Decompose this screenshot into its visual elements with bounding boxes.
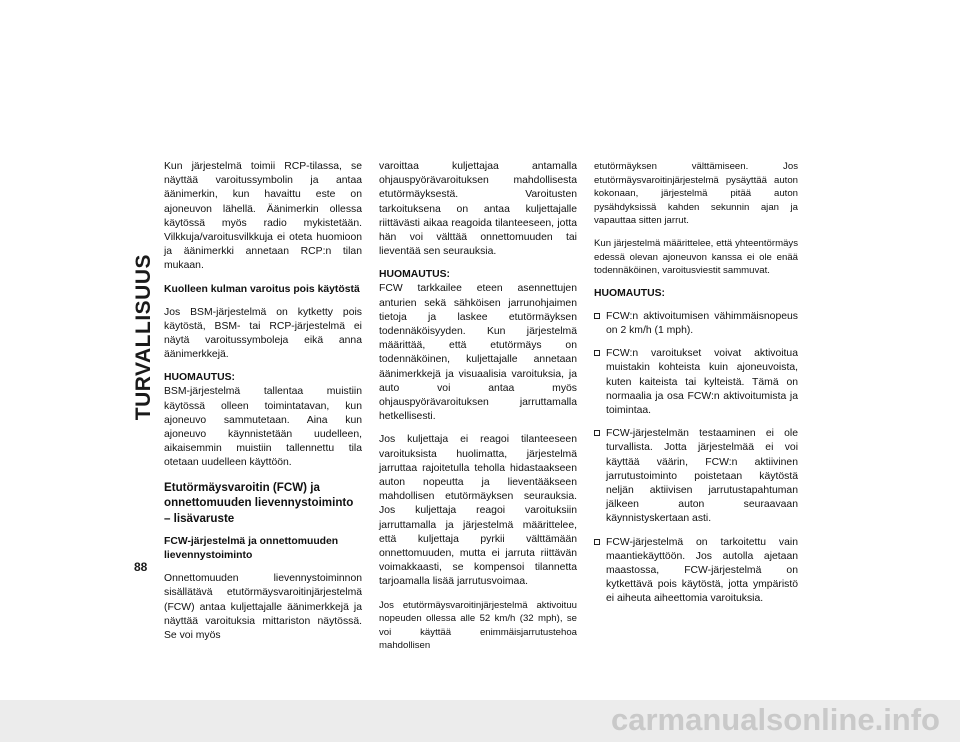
paragraph: Jos kuljettaja ei reagoi tilanteeseen varoituksista huolimatta, järjestelmä jarruttaa rajoitetulla teholla hidastaakseen auton nopeutta ja lieventääkseen mahdollisen etutörmäyksen seurauksia. Jos kuljettaja reagoi varoituksiin jarruttamalla ja järjestelmä määrittelee, että kuljettaja pyrkii välttämään onnettomuuden, mutta ei jarruta riittävän voimakkaasti, se kompensoi tilannetta tarjoamalla lisää jarrutusvoimaa. xyxy=(379,434,577,588)
list-item xyxy=(594,310,798,338)
paragraph: etutörmäyksen välttämiseen. Jos etutörmäysvaroitinjärjestelmä pysäyttää auton kokonaan, järjestelmä pitää auton pysähdyksissä kahden sekunnin ajan ja vapauttaa sitten jarrut. xyxy=(594,161,798,227)
list-item xyxy=(594,347,798,418)
list-item-text: FCW-järjestelmän testaaminen ei ole turvallista. Jotta järjestelmää ei voi käyttää väärin, FCW:n aktiivinen jarrutustoiminto poistetaan käytöstä neljän aktiivisen jarrutustapahtuman jälkeen auton seuraavaan käynnistyskertaan asti. xyxy=(606,428,798,525)
checkbox-bullet-icon xyxy=(594,313,600,319)
note-text: FCW tarkkailee eteen asennettujen anturien sekä sähköisen jarrunohjaimen tietoja ja laskee etutörmäyksen todennäköisyyden. Kun järjestelmä määrittää, että etutörmäys on todennäköinen, kuljettajalle annetaan äänimerkkejä ja visuaalisia varoituksia, ja auto voi antaa myös ohjauspyörävaroituksen jarruttamalla hetkellisesti. xyxy=(379,283,577,423)
list-item-text: FCW-järjestelmä on tarkoitettu vain maantiekäyttöön. Jos autolla ajetaan maastossa, FCW-järjestelmä on kytkettävä pois käytöstä, jotta ympäristö ei aiheuta aiheettomia varoituksia. xyxy=(606,536,798,605)
subheading: Kuolleen kulman varoitus pois käytöstä xyxy=(164,283,360,295)
watermark: carmanualsonline.info xyxy=(610,702,940,737)
column-2 xyxy=(379,160,577,662)
checkbox-bullet-icon xyxy=(594,430,600,436)
checkbox-bullet-icon xyxy=(594,539,600,545)
paragraph: Kun järjestelmä määrittelee, että yhteentörmäys edessä olevan ajoneuvon kanssa ei ole enää todennäköinen, varoitusviestit sammuvat. xyxy=(594,237,798,277)
page-number: 88 xyxy=(134,560,148,574)
paragraph: varoittaa kuljettajaa antamalla ohjauspyörävaroituksen mahdollisesta etutörmäyksestä. Varoitusten tarkoituksena on antaa kuljettajalle riittävästi aikaa reagoida tilanteeseen, jotta hän voi välttää onnettomuuden tai lieventää sen seurauksia. xyxy=(379,161,577,258)
list-item-text: FCW:n aktivoitumisen vähimmäisnopeus on 2 km/h (1 mph). xyxy=(606,310,798,336)
list-item-text: FCW:n varoitukset voivat aktivoitua muistakin kohteista kuin ajoneuvoista, kuten kaiteista tai kylteistä. Tämä on normaalia ja osa FCW:n aktivoitumista ja toimintaa. xyxy=(606,348,798,416)
subheading: FCW-järjestelmä ja onnettomuuden lievennystoiminto xyxy=(164,536,339,562)
paragraph: Jos etutörmäysvaroitinjärjestelmä aktivoituu nopeuden ollessa alle 52 km/h (32 mph), se voi käyttää enimmäisjarrutustehoa mahdollisen xyxy=(379,599,577,652)
paragraph: Onnettomuuden lievennystoiminnon sisällätävä etutörmäysvaroitinjärjestelmä (FCW) antaa kuljettajalle äänimerkkejä ja näyttää varoituksia mittariston näytössä. Se voi myös xyxy=(164,573,362,641)
note-label: HUOMAUTUS: xyxy=(164,372,235,384)
checkbox-bullet-icon xyxy=(594,350,600,356)
paragraph: Kun järjestelmä toimii RCP-tilassa, se näyttää varoitussymbolin ja antaa äänimerkin, kun havaittu este on ajoneuvon lähellä. Äänimerkin ollessa käytössä myös radio mykistetään. Vilkkuja/varoitusvilkkuja ei oteta huomioon ja äänimerkki annetaan RCP:n tilan mukaan. xyxy=(164,161,362,272)
list-item xyxy=(594,427,798,526)
note-text: BSM-järjestelmä tallentaa muistiin käytössä olleen toimintatavan, kun ajoneuvo sammutetaan. Aina kun ajoneuvo käynnistetään uudelleen, aikaisemmin muistiin tallennettu tila otetaan uudelleen käyttöön. xyxy=(164,386,362,469)
column-3 xyxy=(594,160,798,616)
note-label: HUOMAUTUS: xyxy=(379,269,450,281)
list-item xyxy=(594,536,798,607)
section-title xyxy=(131,160,157,420)
note-label: HUOMAUTUS: xyxy=(594,287,665,299)
paragraph: Jos BSM-järjestelmä on kytketty pois käytöstä, BSM- tai RCP-järjestelmä ei näytä varoitussymboleja eikä anna äänimerkkejä. xyxy=(164,306,362,361)
bullet-list xyxy=(594,310,798,607)
section-heading: Etutörmäysvaroitin (FCW) ja onnettomuuden lievennystoiminto – lisävaruste xyxy=(164,480,354,525)
section-title-text: TURVALLISUUS xyxy=(132,253,155,420)
column-1 xyxy=(164,160,362,652)
